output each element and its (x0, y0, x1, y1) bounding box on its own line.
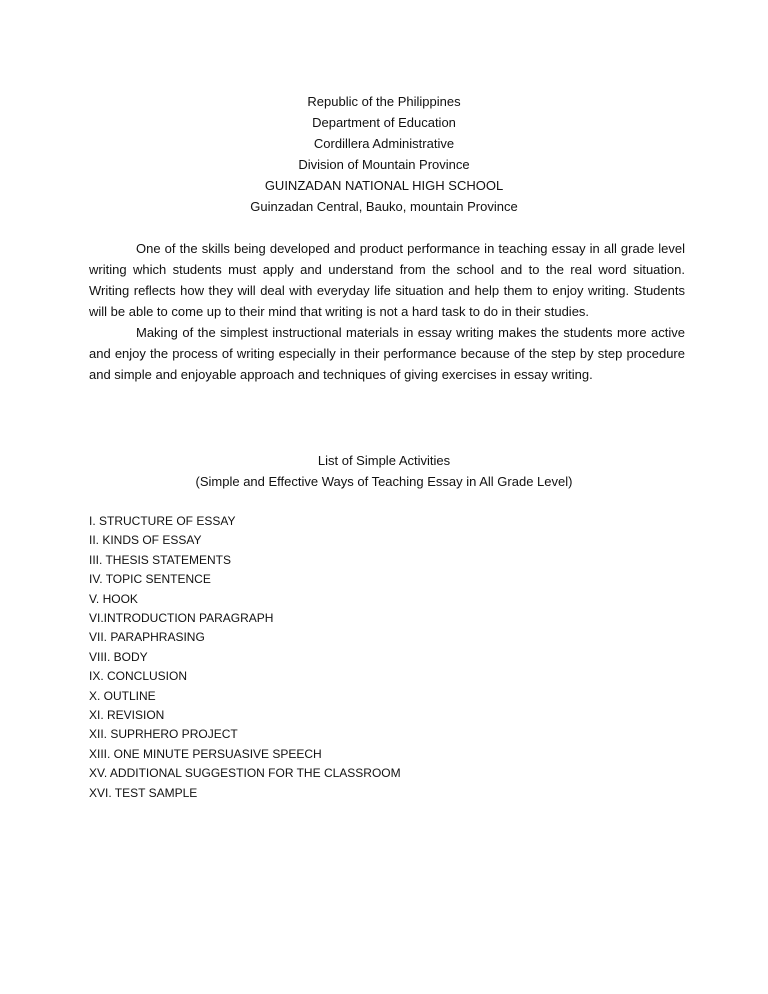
list-item: II. KINDS OF ESSAY (89, 533, 202, 548)
paragraph-1: One of the skills being developed and product performance in teaching essay in all grade level writing which students must apply and understand from the school and to the real word situation. Writing reflects how they will deal with everyday life situation and help them to enjoy writing. Students will be able to come up to their mind that writing is not a hard task to do in their studies. (89, 241, 685, 319)
list-item: X. OUTLINE (89, 688, 156, 703)
paragraph-2: Making of the simplest instructional materials in essay writing makes the students more active and enjoy the process of writing especially in their performance because of the step by step procedure and simple and enjoyable approach and techniques of giving exercises in essay writing. (89, 325, 685, 382)
list-item: XVI. TEST SAMPLE (89, 785, 198, 800)
list-subtitle: (Simple and Effective Ways of Teaching Essay in All Grade Level) (195, 474, 573, 489)
list-item: XIII. ONE MINUTE PERSUASIVE SPEECH (89, 746, 322, 761)
list-item: III. THESIS STATEMENTS (89, 552, 232, 567)
header-school-address: Guinzadan Central, Bauko, mountain Province (250, 199, 518, 214)
letterhead (0, 91, 768, 217)
list-item: VII. PARAPHRASING (89, 630, 205, 645)
list-item: V. HOOK (89, 591, 138, 606)
list-item: XI. REVISION (89, 708, 165, 723)
list-item: XII. SUPRHERO PROJECT (89, 727, 238, 742)
list-item: XV. ADDITIONAL SUGGESTION FOR THE CLASSROOM (89, 766, 401, 781)
list-item: VI.INTRODUCTION PARAGRAPH (89, 611, 274, 626)
list-item: IX. CONCLUSION (89, 669, 188, 684)
list-title: List of Simple Activities (317, 453, 451, 468)
header-region: Cordillera Administrative (313, 136, 455, 151)
list-item: VIII. BODY (89, 649, 148, 664)
list-heading (0, 450, 768, 492)
activity-list (89, 512, 401, 803)
list-item: IV. TOPIC SENTENCE (89, 572, 211, 587)
header-division: Division of Mountain Province (298, 157, 470, 172)
header-department: Department of Education (312, 115, 456, 130)
list-item: I. STRUCTURE OF ESSAY (89, 514, 236, 528)
header-school-name: GUINZADAN NATIONAL HIGH SCHOOL (264, 178, 504, 193)
header-country: Republic of the Philippines (307, 94, 461, 109)
introduction-text (89, 238, 685, 385)
